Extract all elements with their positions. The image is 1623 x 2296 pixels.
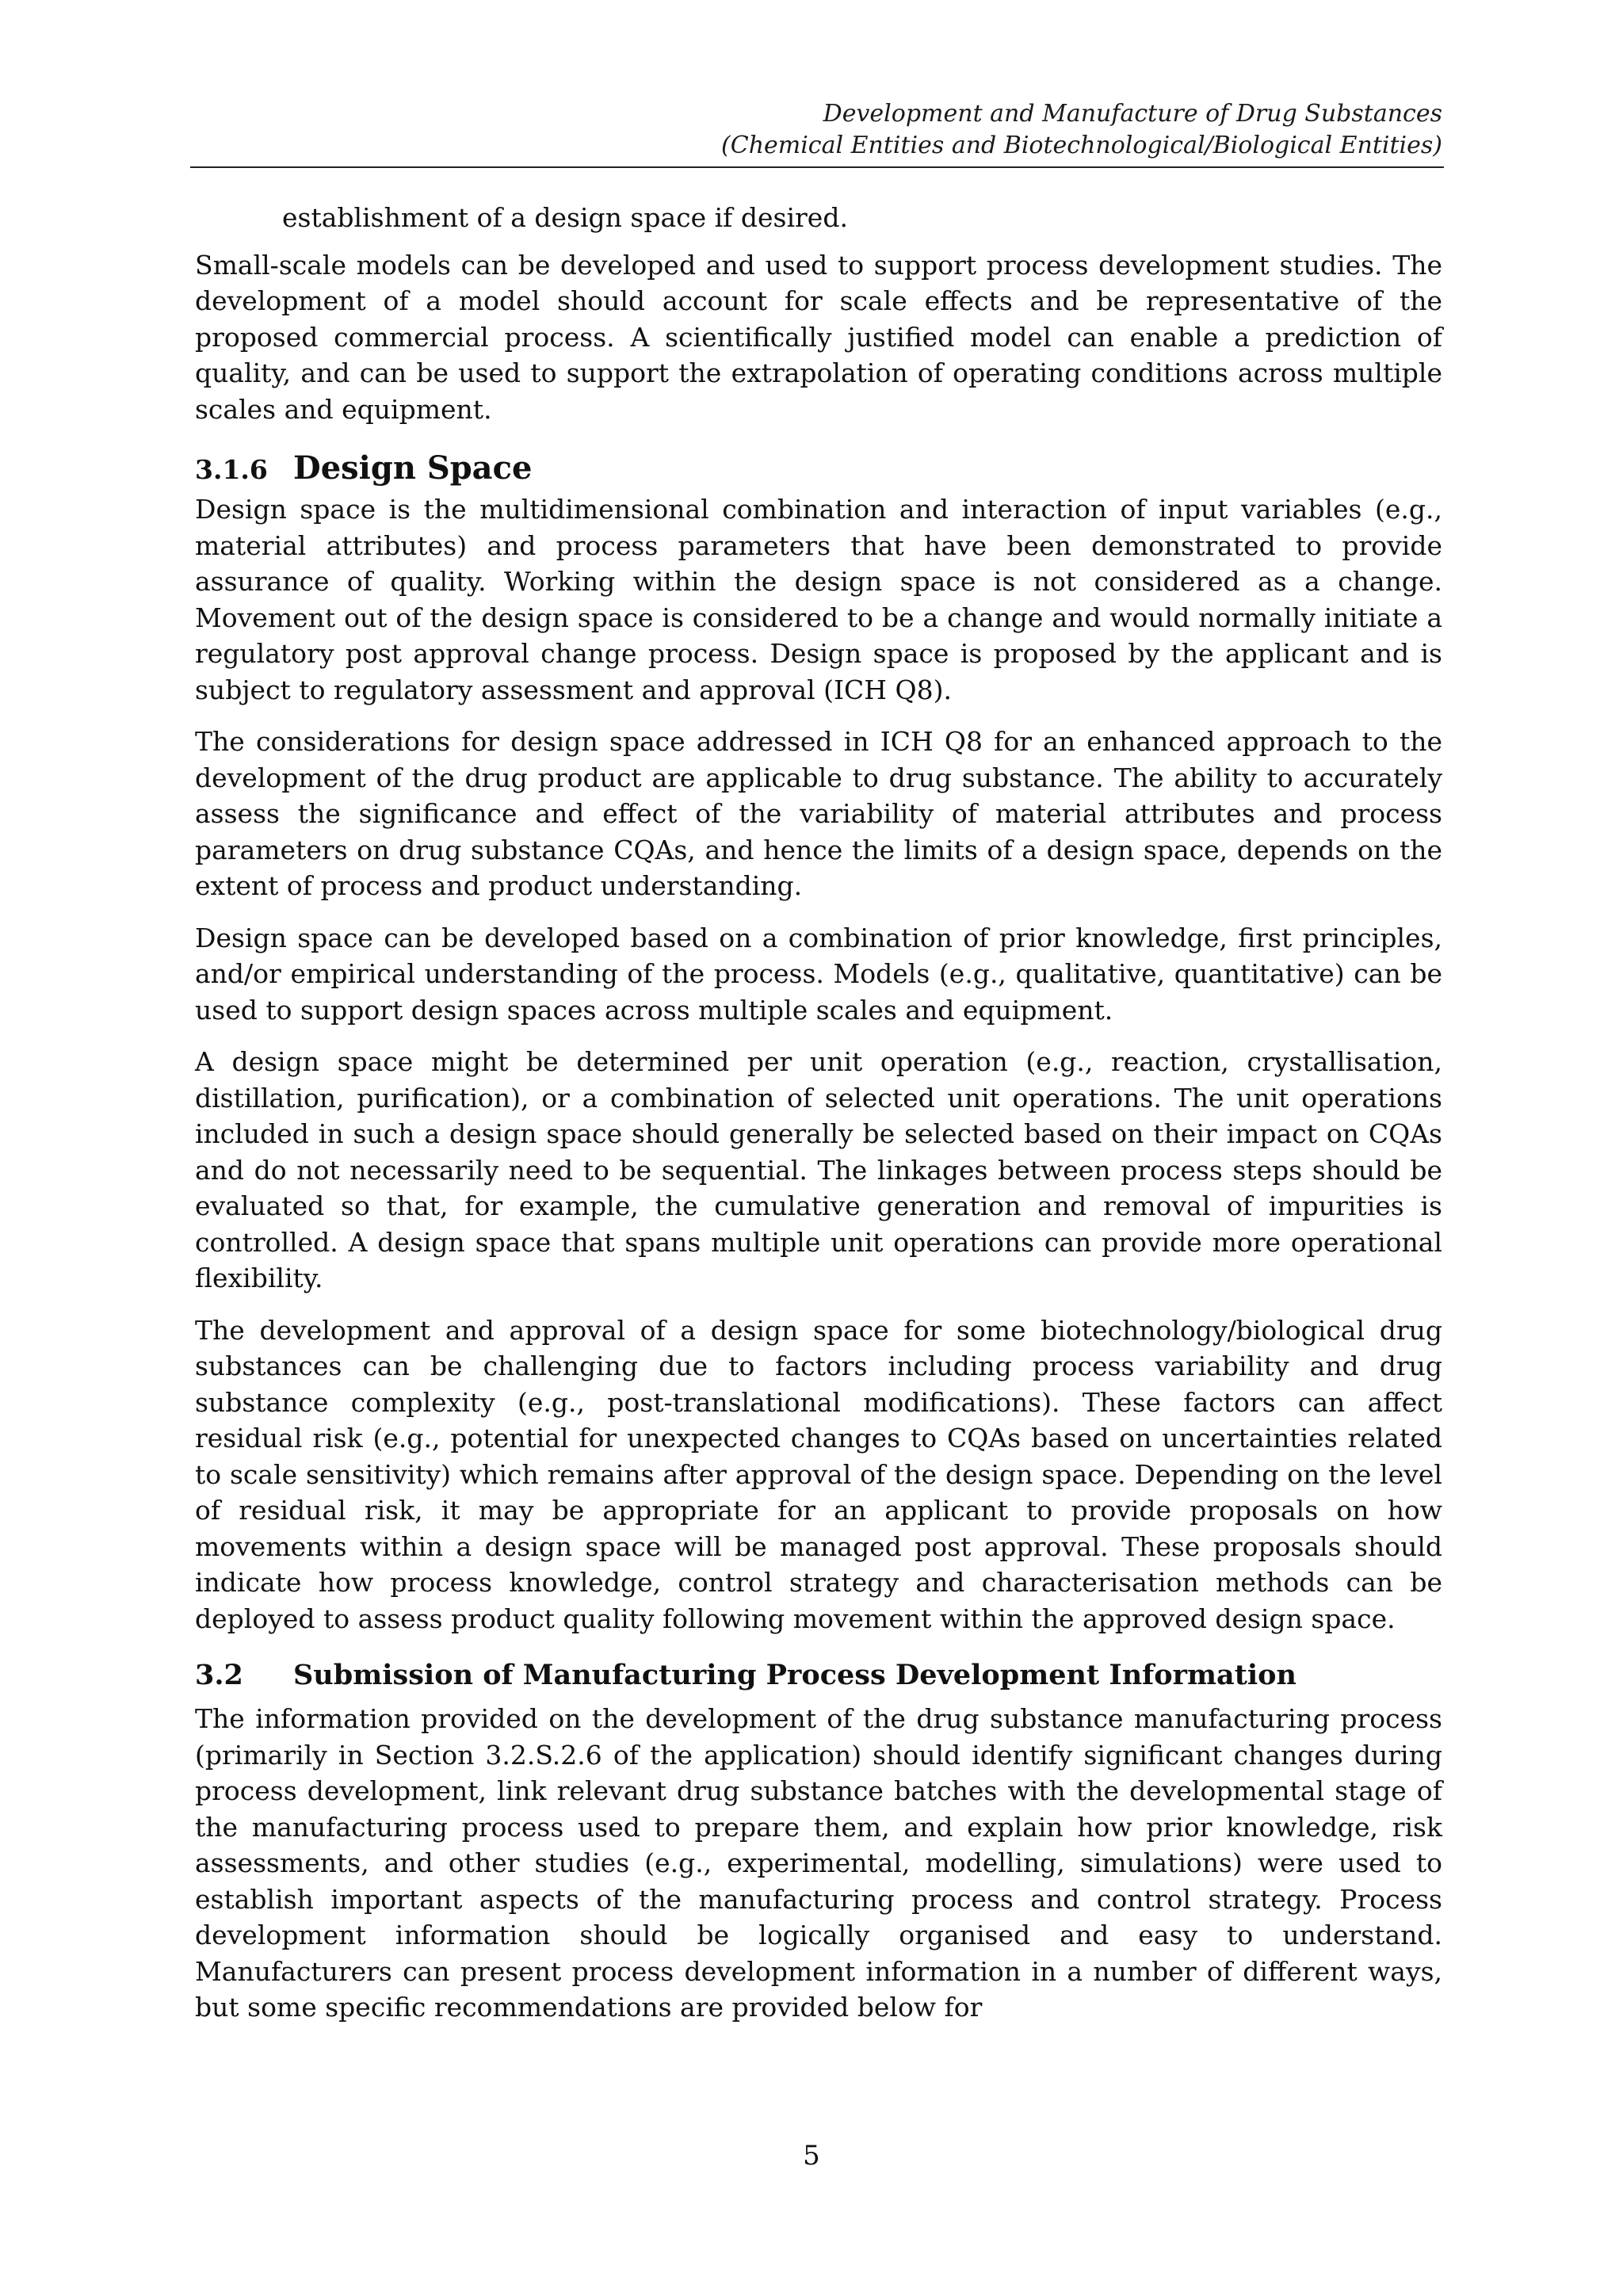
page-number: 5 xyxy=(803,2140,820,2172)
paragraph-submission-information: The information provided on the development of the drug substance manufacturing process (primarily in Section 3.2.S.2.6 of the application) should identify significant changes during process development, link relevant drug substance batches with the developmental stage of the manufacturing process used to prepare them, and explain how prior knowledge, risk assessments, and other studies (e.g., experimental, modelling, simulations) were used to establish important aspects of the manufacturing process and control strategy. Process development information should be logically organised and easy to understand. Manufacturers can present process development information in a number of different ways, but some specific recommendations are provided below for xyxy=(195,1703,1442,2023)
paragraph-design-space-definition: Design space is the multidimensional combination and interaction of input variables (e.g., material attributes) and process parameters that have been demonstrated to provide assurance of quality. Working within the design space is not considered as a change. Movement out of the design space is considered to be a change and would normally initiate a regulatory post approval change process. Design space is proposed by the applicant and is subject to regulatory assessment and approval (ICH Q8). xyxy=(195,494,1442,705)
running-header xyxy=(195,98,1442,162)
paragraph-design-space-considerations: The considerations for design space addressed in ICH Q8 for an enhanced approach to the development of the drug product are applicable to drug substance. The ability to accurately assess the significance and effect of the variability of material attributes and process parameters on drug substance CQAs, and hence the limits of a design space, depends on the extent of process and product understanding. xyxy=(195,726,1442,901)
section-heading-3-1-6 xyxy=(195,449,1442,487)
body-content xyxy=(195,200,1442,2042)
section-heading-3-2 xyxy=(195,1659,1442,1691)
section-title: Design Space xyxy=(293,449,533,487)
header-rule xyxy=(190,166,1444,168)
paragraph-small-scale-models: Small-scale models can be developed and used to support process development studies. The development of a model should account for scale effects and be representative of the proposed commercial process. A scientifically justified model can enable a prediction of quality, and can be used to support the extrapolation of operating conditions across multiple scales and equipment. xyxy=(195,249,1442,425)
header-line-1: Development and Manufacture of Drug Substances xyxy=(823,100,1442,128)
section-number: 3.1.6 xyxy=(195,454,268,485)
paragraph-design-space-development: Design space can be developed based on a combination of prior knowledge, first principles, and/or empirical understanding of the process. Models (e.g., qualitative, quantitative) can be used to support design spaces across multiple scales and equipment. xyxy=(195,922,1442,1026)
paragraph-design-space-unit-operation: A design space might be determined per unit operation (e.g., reaction, crystallisation, distillation, purification), or a combination of selected unit operations. The unit operations included in such a design space should generally be selected based on their impact on CQAs and do not necessarily need to be sequential. The linkages between process steps should be evaluated so that, for example, the cumulative generation and removal of impurities is controlled. A design space that spans multiple unit operations can provide more operational flexibility. xyxy=(195,1046,1442,1293)
header-line-2: (Chemical Entities and Biotechnological/Biological Entities) xyxy=(721,132,1442,159)
continued-paragraph: establishment of a design space if desired. xyxy=(282,202,848,233)
section-number: 3.2 xyxy=(195,1659,243,1691)
paragraph-design-space-biotechnology: The development and approval of a design space for some biotechnology/biological drug substances can be challenging due to factors including process variability and drug substance complexity (e.g., post-translational modifications). These factors can affect residual risk (e.g., potential for unexpected changes to CQAs based on uncertainties related to scale sensitivity) which remains after approval of the design space. Depending on the level of residual risk, it may be appropriate for an applicant to provide proposals on how movements within a design space will be managed post approval. These proposals should indicate how process knowledge, control strategy and characterisation methods can be deployed to assess product quality following movement within the approved design space. xyxy=(195,1314,1442,1634)
section-title: Submission of Manufacturing Process Development Information xyxy=(293,1659,1296,1691)
